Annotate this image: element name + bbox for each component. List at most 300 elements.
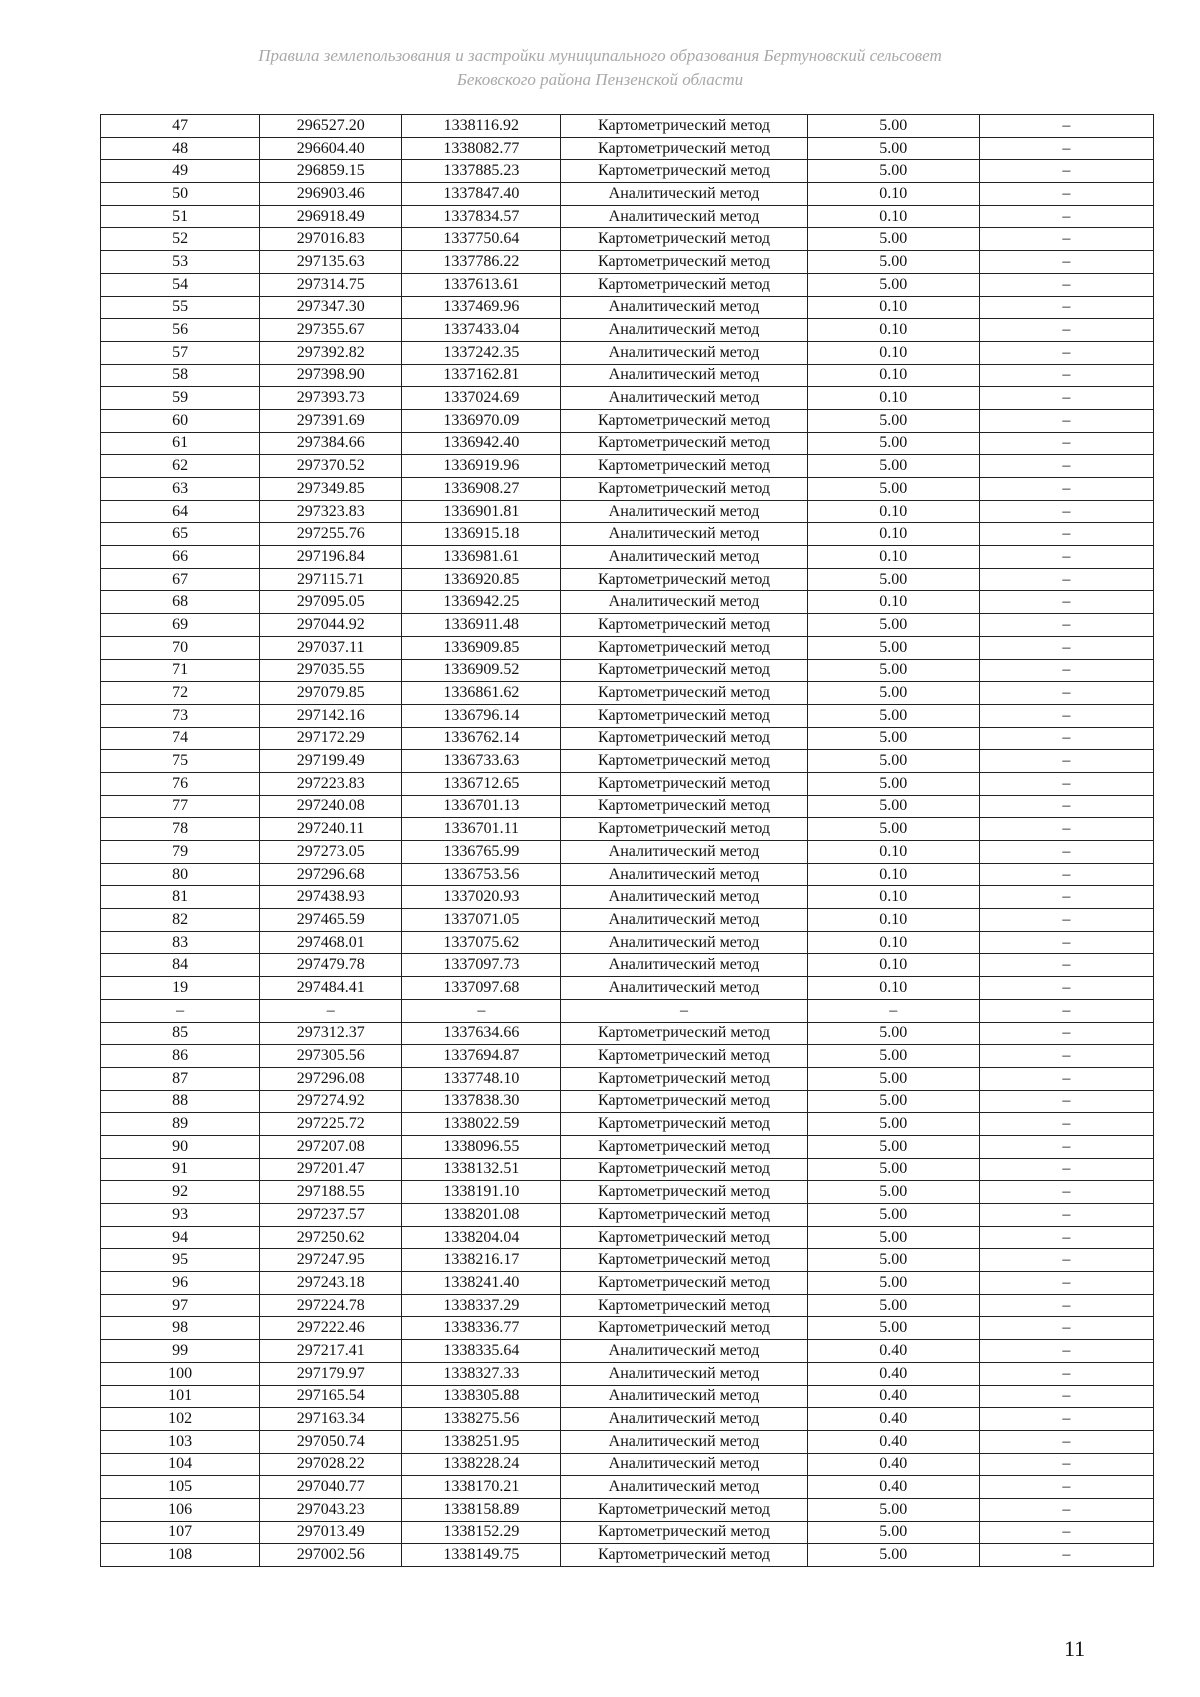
- point-number-cell: 92: [101, 1181, 260, 1204]
- x-coordinate-cell: 297484.41: [260, 977, 402, 1000]
- note-cell: –: [979, 1113, 1153, 1136]
- y-coordinate-cell: 1338305.88: [402, 1385, 561, 1408]
- point-number-cell: 87: [101, 1067, 260, 1090]
- point-number-cell: 80: [101, 863, 260, 886]
- method-cell: Аналитический метод: [561, 523, 807, 546]
- coordinates-table-body: [101, 115, 1154, 1567]
- note-cell: –: [979, 841, 1153, 864]
- point-number-cell: 75: [101, 750, 260, 773]
- point-number-cell: 97: [101, 1294, 260, 1317]
- note-cell: –: [979, 750, 1153, 773]
- method-cell: Картометрический метод: [561, 568, 807, 591]
- note-cell: –: [979, 795, 1153, 818]
- accuracy-cell: 5.00: [807, 614, 979, 637]
- y-coordinate-cell: 1337694.87: [402, 1045, 561, 1068]
- x-coordinate-cell: 297222.46: [260, 1317, 402, 1340]
- note-cell: –: [979, 296, 1153, 319]
- accuracy-cell: 5.00: [807, 818, 979, 841]
- accuracy-cell: 5.00: [807, 1226, 979, 1249]
- note-cell: –: [979, 1249, 1153, 1272]
- table-row: [101, 1362, 1154, 1385]
- x-coordinate-cell: 297240.08: [260, 795, 402, 818]
- x-coordinate-cell: 297142.16: [260, 704, 402, 727]
- table-row: [101, 568, 1154, 591]
- y-coordinate-cell: 1338201.08: [402, 1204, 561, 1227]
- point-number-cell: 107: [101, 1521, 260, 1544]
- note-cell: –: [979, 251, 1153, 274]
- table-row: [101, 591, 1154, 614]
- note-cell: –: [979, 772, 1153, 795]
- x-coordinate-cell: 297347.30: [260, 296, 402, 319]
- note-cell: –: [979, 1181, 1153, 1204]
- x-coordinate-cell: 297465.59: [260, 909, 402, 932]
- method-cell: Аналитический метод: [561, 1430, 807, 1453]
- x-coordinate-cell: 297468.01: [260, 931, 402, 954]
- point-number-cell: 57: [101, 341, 260, 364]
- method-cell: Картометрический метод: [561, 614, 807, 637]
- accuracy-cell: 5.00: [807, 659, 979, 682]
- y-coordinate-cell: 1336942.40: [402, 432, 561, 455]
- y-coordinate-cell: 1338132.51: [402, 1158, 561, 1181]
- accuracy-cell: 5.00: [807, 137, 979, 160]
- point-number-cell: 66: [101, 546, 260, 569]
- table-row: [101, 409, 1154, 432]
- method-cell: Картометрический метод: [561, 1317, 807, 1340]
- table-row: [101, 1113, 1154, 1136]
- note-cell: –: [979, 160, 1153, 183]
- y-coordinate-cell: 1336908.27: [402, 478, 561, 501]
- x-coordinate-cell: 297199.49: [260, 750, 402, 773]
- accuracy-cell: 0.10: [807, 387, 979, 410]
- y-coordinate-cell: 1338170.21: [402, 1476, 561, 1499]
- method-cell: Картометрический метод: [561, 1135, 807, 1158]
- x-coordinate-cell: 297135.63: [260, 251, 402, 274]
- method-cell: Аналитический метод: [561, 1385, 807, 1408]
- note-cell: –: [979, 1385, 1153, 1408]
- accuracy-cell: 0.10: [807, 205, 979, 228]
- note-cell: –: [979, 977, 1153, 1000]
- x-coordinate-cell: 297274.92: [260, 1090, 402, 1113]
- y-coordinate-cell: 1338022.59: [402, 1113, 561, 1136]
- accuracy-cell: 5.00: [807, 772, 979, 795]
- note-cell: –: [979, 886, 1153, 909]
- x-coordinate-cell: 297225.72: [260, 1113, 402, 1136]
- y-coordinate-cell: 1337634.66: [402, 1022, 561, 1045]
- accuracy-cell: 5.00: [807, 1249, 979, 1272]
- accuracy-cell: 0.10: [807, 319, 979, 342]
- y-coordinate-cell: 1337071.05: [402, 909, 561, 932]
- method-cell: Аналитический метод: [561, 863, 807, 886]
- table-row: [101, 1272, 1154, 1295]
- accuracy-cell: 0.40: [807, 1385, 979, 1408]
- method-cell: Картометрический метод: [561, 1498, 807, 1521]
- method-cell: Картометрический метод: [561, 455, 807, 478]
- method-cell: Картометрический метод: [561, 251, 807, 274]
- note-cell: –: [979, 273, 1153, 296]
- table-row: [101, 455, 1154, 478]
- table-row: [101, 1022, 1154, 1045]
- table-row: [101, 1476, 1154, 1499]
- table-row: [101, 523, 1154, 546]
- note-cell: –: [979, 591, 1153, 614]
- point-number-cell: 49: [101, 160, 260, 183]
- accuracy-cell: 0.10: [807, 523, 979, 546]
- method-cell: Картометрический метод: [561, 772, 807, 795]
- x-coordinate-cell: 297243.18: [260, 1272, 402, 1295]
- y-coordinate-cell: 1336920.85: [402, 568, 561, 591]
- method-cell: Аналитический метод: [561, 319, 807, 342]
- method-cell: Картометрический метод: [561, 1090, 807, 1113]
- y-coordinate-cell: 1336915.18: [402, 523, 561, 546]
- table-row: [101, 704, 1154, 727]
- point-number-cell: 59: [101, 387, 260, 410]
- method-cell: Аналитический метод: [561, 296, 807, 319]
- point-number-cell: 79: [101, 841, 260, 864]
- y-coordinate-cell: 1338337.29: [402, 1294, 561, 1317]
- accuracy-cell: 5.00: [807, 455, 979, 478]
- note-cell: –: [979, 183, 1153, 206]
- point-number-cell: 61: [101, 432, 260, 455]
- method-cell: Картометрический метод: [561, 636, 807, 659]
- accuracy-cell: 5.00: [807, 1317, 979, 1340]
- note-cell: –: [979, 931, 1153, 954]
- x-coordinate-cell: 297250.62: [260, 1226, 402, 1249]
- note-cell: –: [979, 228, 1153, 251]
- x-coordinate-cell: 297398.90: [260, 364, 402, 387]
- y-coordinate-cell: 1337020.93: [402, 886, 561, 909]
- y-coordinate-cell: 1337242.35: [402, 341, 561, 364]
- point-number-cell: 60: [101, 409, 260, 432]
- x-coordinate-cell: 297002.56: [260, 1544, 402, 1567]
- table-row: [101, 750, 1154, 773]
- point-number-cell: 50: [101, 183, 260, 206]
- x-coordinate-cell: 297384.66: [260, 432, 402, 455]
- table-row: [101, 954, 1154, 977]
- y-coordinate-cell: 1337750.64: [402, 228, 561, 251]
- method-cell: Аналитический метод: [561, 205, 807, 228]
- accuracy-cell: 0.10: [807, 886, 979, 909]
- note-cell: –: [979, 500, 1153, 523]
- table-row: [101, 636, 1154, 659]
- x-coordinate-cell: –: [260, 999, 402, 1022]
- y-coordinate-cell: 1338228.24: [402, 1453, 561, 1476]
- method-cell: Аналитический метод: [561, 954, 807, 977]
- point-number-cell: 72: [101, 682, 260, 705]
- x-coordinate-cell: 297296.68: [260, 863, 402, 886]
- point-number-cell: 99: [101, 1340, 260, 1363]
- table-row: [101, 614, 1154, 637]
- x-coordinate-cell: 297479.78: [260, 954, 402, 977]
- y-coordinate-cell: 1336901.81: [402, 500, 561, 523]
- x-coordinate-cell: 297037.11: [260, 636, 402, 659]
- table-row: [101, 977, 1154, 1000]
- note-cell: –: [979, 341, 1153, 364]
- note-cell: –: [979, 1430, 1153, 1453]
- accuracy-cell: 5.00: [807, 1204, 979, 1227]
- method-cell: Аналитический метод: [561, 387, 807, 410]
- accuracy-cell: 0.10: [807, 183, 979, 206]
- accuracy-cell: 0.10: [807, 954, 979, 977]
- table-row: [101, 1385, 1154, 1408]
- point-number-cell: 82: [101, 909, 260, 932]
- y-coordinate-cell: 1336753.56: [402, 863, 561, 886]
- method-cell: Картометрический метод: [561, 478, 807, 501]
- table-row: [101, 1521, 1154, 1544]
- x-coordinate-cell: 297188.55: [260, 1181, 402, 1204]
- method-cell: Аналитический метод: [561, 931, 807, 954]
- table-row: [101, 115, 1154, 138]
- y-coordinate-cell: 1336796.14: [402, 704, 561, 727]
- accuracy-cell: 0.10: [807, 909, 979, 932]
- method-cell: Аналитический метод: [561, 1362, 807, 1385]
- x-coordinate-cell: 297305.56: [260, 1045, 402, 1068]
- point-number-cell: 104: [101, 1453, 260, 1476]
- y-coordinate-cell: 1338158.89: [402, 1498, 561, 1521]
- method-cell: Картометрический метод: [561, 1294, 807, 1317]
- table-row: [101, 387, 1154, 410]
- method-cell: Картометрический метод: [561, 704, 807, 727]
- y-coordinate-cell: 1337097.68: [402, 977, 561, 1000]
- y-coordinate-cell: 1338336.77: [402, 1317, 561, 1340]
- accuracy-cell: 5.00: [807, 1045, 979, 1068]
- accuracy-cell: 5.00: [807, 1113, 979, 1136]
- note-cell: –: [979, 205, 1153, 228]
- x-coordinate-cell: 297223.83: [260, 772, 402, 795]
- accuracy-cell: 5.00: [807, 727, 979, 750]
- y-coordinate-cell: 1336909.52: [402, 659, 561, 682]
- y-coordinate-cell: 1338335.64: [402, 1340, 561, 1363]
- point-number-cell: 71: [101, 659, 260, 682]
- point-number-cell: 94: [101, 1226, 260, 1249]
- note-cell: –: [979, 115, 1153, 138]
- y-coordinate-cell: 1338082.77: [402, 137, 561, 160]
- table-row: [101, 205, 1154, 228]
- point-number-cell: 54: [101, 273, 260, 296]
- note-cell: –: [979, 1204, 1153, 1227]
- point-number-cell: 65: [101, 523, 260, 546]
- table-row: [101, 931, 1154, 954]
- method-cell: Аналитический метод: [561, 341, 807, 364]
- table-row: [101, 137, 1154, 160]
- x-coordinate-cell: 297044.92: [260, 614, 402, 637]
- accuracy-cell: 5.00: [807, 750, 979, 773]
- x-coordinate-cell: 297172.29: [260, 727, 402, 750]
- note-cell: –: [979, 1135, 1153, 1158]
- method-cell: Аналитический метод: [561, 841, 807, 864]
- accuracy-cell: 5.00: [807, 704, 979, 727]
- point-number-cell: 63: [101, 478, 260, 501]
- note-cell: –: [979, 636, 1153, 659]
- accuracy-cell: 0.40: [807, 1362, 979, 1385]
- x-coordinate-cell: 297237.57: [260, 1204, 402, 1227]
- method-cell: Картометрический метод: [561, 1022, 807, 1045]
- note-cell: –: [979, 659, 1153, 682]
- table-row: [101, 1204, 1154, 1227]
- point-number-cell: 74: [101, 727, 260, 750]
- table-row: [101, 1408, 1154, 1431]
- accuracy-cell: 5.00: [807, 1158, 979, 1181]
- accuracy-cell: 0.40: [807, 1340, 979, 1363]
- y-coordinate-cell: 1336942.25: [402, 591, 561, 614]
- note-cell: –: [979, 319, 1153, 342]
- y-coordinate-cell: 1338327.33: [402, 1362, 561, 1385]
- note-cell: –: [979, 1317, 1153, 1340]
- table-row: [101, 183, 1154, 206]
- point-number-cell: 100: [101, 1362, 260, 1385]
- method-cell: Картометрический метод: [561, 659, 807, 682]
- point-number-cell: 90: [101, 1135, 260, 1158]
- point-number-cell: 70: [101, 636, 260, 659]
- method-cell: Аналитический метод: [561, 1340, 807, 1363]
- method-cell: Аналитический метод: [561, 1476, 807, 1499]
- point-number-cell: 78: [101, 818, 260, 841]
- x-coordinate-cell: 297391.69: [260, 409, 402, 432]
- table-row: [101, 727, 1154, 750]
- accuracy-cell: 0.10: [807, 546, 979, 569]
- note-cell: –: [979, 1294, 1153, 1317]
- method-cell: Картометрический метод: [561, 115, 807, 138]
- accuracy-cell: 0.40: [807, 1476, 979, 1499]
- accuracy-cell: 5.00: [807, 1544, 979, 1567]
- method-cell: Картометрический метод: [561, 1067, 807, 1090]
- method-cell: Картометрический метод: [561, 432, 807, 455]
- method-cell: Аналитический метод: [561, 364, 807, 387]
- accuracy-cell: 0.40: [807, 1408, 979, 1431]
- x-coordinate-cell: 297013.49: [260, 1521, 402, 1544]
- table-row: [101, 1340, 1154, 1363]
- table-row: [101, 1317, 1154, 1340]
- table-row: [101, 886, 1154, 909]
- page-number: 11: [1064, 1636, 1086, 1661]
- x-coordinate-cell: 296527.20: [260, 115, 402, 138]
- y-coordinate-cell: 1336911.48: [402, 614, 561, 637]
- y-coordinate-cell: 1338251.95: [402, 1430, 561, 1453]
- table-row: [101, 341, 1154, 364]
- x-coordinate-cell: 297314.75: [260, 273, 402, 296]
- method-cell: Аналитический метод: [561, 183, 807, 206]
- x-coordinate-cell: 297196.84: [260, 546, 402, 569]
- table-row: [101, 772, 1154, 795]
- y-coordinate-cell: 1337748.10: [402, 1067, 561, 1090]
- table-row: [101, 273, 1154, 296]
- method-cell: Картометрический метод: [561, 137, 807, 160]
- x-coordinate-cell: 297240.11: [260, 818, 402, 841]
- table-row: [101, 500, 1154, 523]
- method-cell: Картометрический метод: [561, 273, 807, 296]
- table-row: [101, 251, 1154, 274]
- accuracy-cell: 0.10: [807, 296, 979, 319]
- page-header: [0, 44, 1200, 92]
- x-coordinate-cell: 297115.71: [260, 568, 402, 591]
- method-cell: Картометрический метод: [561, 1249, 807, 1272]
- point-number-cell: 81: [101, 886, 260, 909]
- y-coordinate-cell: 1338216.17: [402, 1249, 561, 1272]
- accuracy-cell: 0.10: [807, 977, 979, 1000]
- accuracy-cell: 0.10: [807, 364, 979, 387]
- note-cell: –: [979, 1045, 1153, 1068]
- note-cell: –: [979, 409, 1153, 432]
- y-coordinate-cell: 1338149.75: [402, 1544, 561, 1567]
- y-coordinate-cell: 1337885.23: [402, 160, 561, 183]
- y-coordinate-cell: 1336765.99: [402, 841, 561, 864]
- point-number-cell: 19: [101, 977, 260, 1000]
- x-coordinate-cell: 297349.85: [260, 478, 402, 501]
- accuracy-cell: 5.00: [807, 1090, 979, 1113]
- note-cell: –: [979, 387, 1153, 410]
- point-number-cell: 67: [101, 568, 260, 591]
- y-coordinate-cell: 1337613.61: [402, 273, 561, 296]
- y-coordinate-cell: 1336701.13: [402, 795, 561, 818]
- point-number-cell: 83: [101, 931, 260, 954]
- note-cell: –: [979, 1226, 1153, 1249]
- method-cell: Аналитический метод: [561, 1408, 807, 1431]
- point-number-cell: 101: [101, 1385, 260, 1408]
- y-coordinate-cell: 1336909.85: [402, 636, 561, 659]
- x-coordinate-cell: 297179.97: [260, 1362, 402, 1385]
- x-coordinate-cell: 297355.67: [260, 319, 402, 342]
- accuracy-cell: 5.00: [807, 228, 979, 251]
- y-coordinate-cell: 1336861.62: [402, 682, 561, 705]
- x-coordinate-cell: 297016.83: [260, 228, 402, 251]
- table-row: [101, 478, 1154, 501]
- accuracy-cell: 5.00: [807, 1498, 979, 1521]
- note-cell: –: [979, 1544, 1153, 1567]
- accuracy-cell: 5.00: [807, 1181, 979, 1204]
- table-row: [101, 319, 1154, 342]
- method-cell: Картометрический метод: [561, 727, 807, 750]
- note-cell: –: [979, 614, 1153, 637]
- x-coordinate-cell: 297163.34: [260, 1408, 402, 1431]
- accuracy-cell: 0.10: [807, 841, 979, 864]
- y-coordinate-cell: 1336970.09: [402, 409, 561, 432]
- table-row: [101, 364, 1154, 387]
- y-coordinate-cell: 1338275.56: [402, 1408, 561, 1431]
- method-cell: Аналитический метод: [561, 1453, 807, 1476]
- accuracy-cell: 0.40: [807, 1430, 979, 1453]
- note-cell: –: [979, 999, 1153, 1022]
- x-coordinate-cell: 297201.47: [260, 1158, 402, 1181]
- table-row: [101, 1045, 1154, 1068]
- note-cell: –: [979, 954, 1153, 977]
- note-cell: –: [979, 1453, 1153, 1476]
- point-number-cell: 47: [101, 115, 260, 138]
- point-number-cell: 62: [101, 455, 260, 478]
- note-cell: –: [979, 455, 1153, 478]
- x-coordinate-cell: 297224.78: [260, 1294, 402, 1317]
- x-coordinate-cell: 297095.05: [260, 591, 402, 614]
- point-number-cell: 106: [101, 1498, 260, 1521]
- table-row: [101, 1226, 1154, 1249]
- point-number-cell: 103: [101, 1430, 260, 1453]
- x-coordinate-cell: 297273.05: [260, 841, 402, 864]
- point-number-cell: 64: [101, 500, 260, 523]
- table-row: [101, 1067, 1154, 1090]
- point-number-cell: 98: [101, 1317, 260, 1340]
- table-row: [101, 1544, 1154, 1567]
- method-cell: Картометрический метод: [561, 1113, 807, 1136]
- accuracy-cell: 5.00: [807, 115, 979, 138]
- point-number-cell: 86: [101, 1045, 260, 1068]
- note-cell: –: [979, 1498, 1153, 1521]
- accuracy-cell: 5.00: [807, 273, 979, 296]
- point-number-cell: 68: [101, 591, 260, 614]
- note-cell: –: [979, 818, 1153, 841]
- y-coordinate-cell: 1337075.62: [402, 931, 561, 954]
- accuracy-cell: 5.00: [807, 1067, 979, 1090]
- accuracy-cell: 0.10: [807, 931, 979, 954]
- method-cell: Картометрический метод: [561, 1181, 807, 1204]
- y-coordinate-cell: 1337786.22: [402, 251, 561, 274]
